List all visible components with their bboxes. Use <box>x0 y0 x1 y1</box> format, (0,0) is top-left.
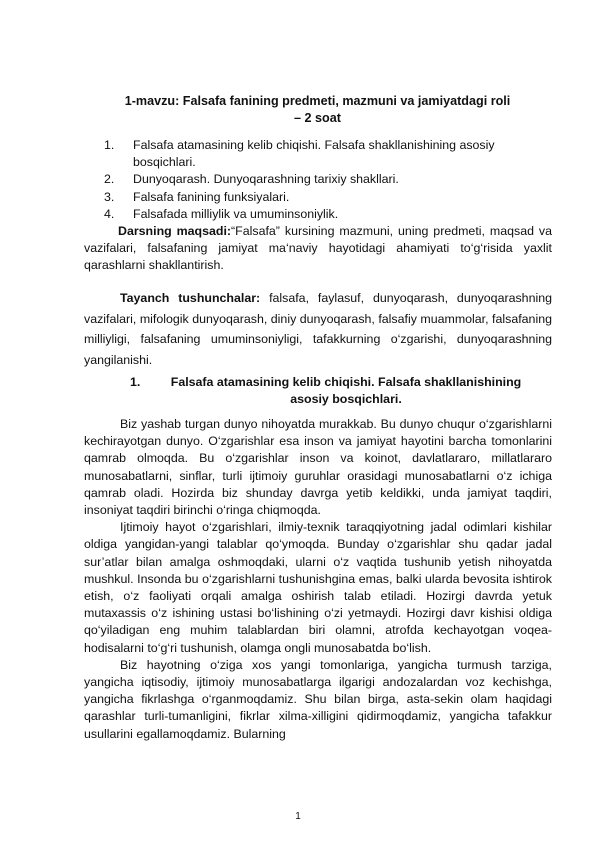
section-heading <box>120 374 552 408</box>
key-concepts-label: Tayanch tushunchalar: <box>120 291 261 305</box>
outline-item: 4. Falsafada milliylik va umuminsoniylik. <box>104 206 339 221</box>
topic-title-line1: 1-mavzu: Falsafa fanining predmeti, mazmuni va jamiyatdagi roli <box>124 94 511 108</box>
paragraph: Ijtimoiy hayot o‘zgarishlari, ilmiy-texnik taraqqiyotning jadal odimlari kishilar oldiga yangidan-yangi talablar qo‘ymoqda. Bunday o‘zgarishlar shu qadar jadal sur’atlar bilan amalga oshmoqdaki, ularni o‘z vaqtida tushunib yetish nihoyatda mushkul. Insonda bu o‘zgarishlarni tushunishgina emas, balki ularda bevosita ishtirok etish, o‘z faoliyati orqali amalga oshirish talab etiladi. Hozirgi davrda yetuk mutaxassis o‘z ishining ustasi bo‘lishining o‘zi yetmaydi. Hozirgi davr kishisi oldiga qo‘yiladigan eng muhim talablardan biri olamni, atrofda kechayotgan voqea-hodisalarni to‘g‘ri tushunish, olamga ongli munosabatda bo‘lish. <box>84 520 552 655</box>
lesson-goal-text: “Falsafa” kursining mazmuni, uning predmeti, maqsad va vazifalari, falsafaning jamiyat ma‘naviy hayotidagi ahamiyati to‘g‘risida yaxlit qarashlarni shakllantirish. <box>84 224 553 273</box>
section-heading-line2: asosiy bosqichlari. <box>290 392 402 406</box>
body-text <box>84 416 552 743</box>
topic-title <box>90 93 545 127</box>
paragraph: Biz hayotning o‘ziga xos yangi tomonlariga, yangicha turmush tarziga, yangicha iqtisodiy, ijtimoiy munosabatlarga ilgarigi andozalardan voz kechishga, yangicha fikrlashga o‘rganmoqdamiz. Shu bilan birga, asta-sekin olam haqidagi qarashlar turli-tumanligini, fikrlar xilma-xilligini qidirmoqdamiz, yangicha tafakkur usullarini egallamoqdamiz. Bularning <box>84 657 552 741</box>
topic-title-line2: – 2 soat <box>294 111 341 125</box>
page-number: 1 <box>295 811 301 822</box>
key-concepts <box>84 288 552 370</box>
lesson-goal-label: Darsning maqsadi: <box>118 224 232 238</box>
lesson-goal <box>84 223 552 275</box>
outline-item: 3. Falsafa fanining funksiyalari. <box>104 189 290 204</box>
paragraph: Biz yashab turgan dunyo nihoyatda murakkab. Bu dunyo chuqur o‘zgarishlarni kechirayotgan dunyo. O‘zgarishlar esa inson va jamiyat hayotini barcha tomonlarini qamrab olmoqda. Bu o‘zgarishlar inson va koinot, davlatlararo, millatlararo munosabatlarni, sinflar, turli ijtimoiy guruhlar orasidagi munosabatlarni o‘z ichiga qamrab oladi. Hozirda biz shunday davrga yetib keldikki, unda jamiyat taqdiri, insoniyat taqdiri birinchi o‘ringa chiqmoqda. <box>84 417 552 518</box>
section-heading-line1: Falsafa atamasining kelib chiqishi. Falsafa shakllanishining <box>170 375 522 389</box>
outline-item: 2. Dunyoqarash. Dunyoqarashning tarixiy shakllari. <box>104 172 399 187</box>
key-concepts-text: falsafa, faylasuf, dunyoqarash, dunyoqarashning vazifalari, mifologik dunyoqarash, diniy dunyoqarash, falsafiy muammolar, falsafaning milliyligi, falsafaning umuminsoniyligi, tafakkurning o‘zgarishi, dunyoqarashning yangilanishi. <box>84 291 552 367</box>
outline-item: 1. Falsafa atamasining kelib chiqishi. Falsafa shakllanishining asosiy bosqichlari. <box>104 138 495 170</box>
topic-outline <box>104 137 544 223</box>
section-number: 1. <box>130 375 141 389</box>
